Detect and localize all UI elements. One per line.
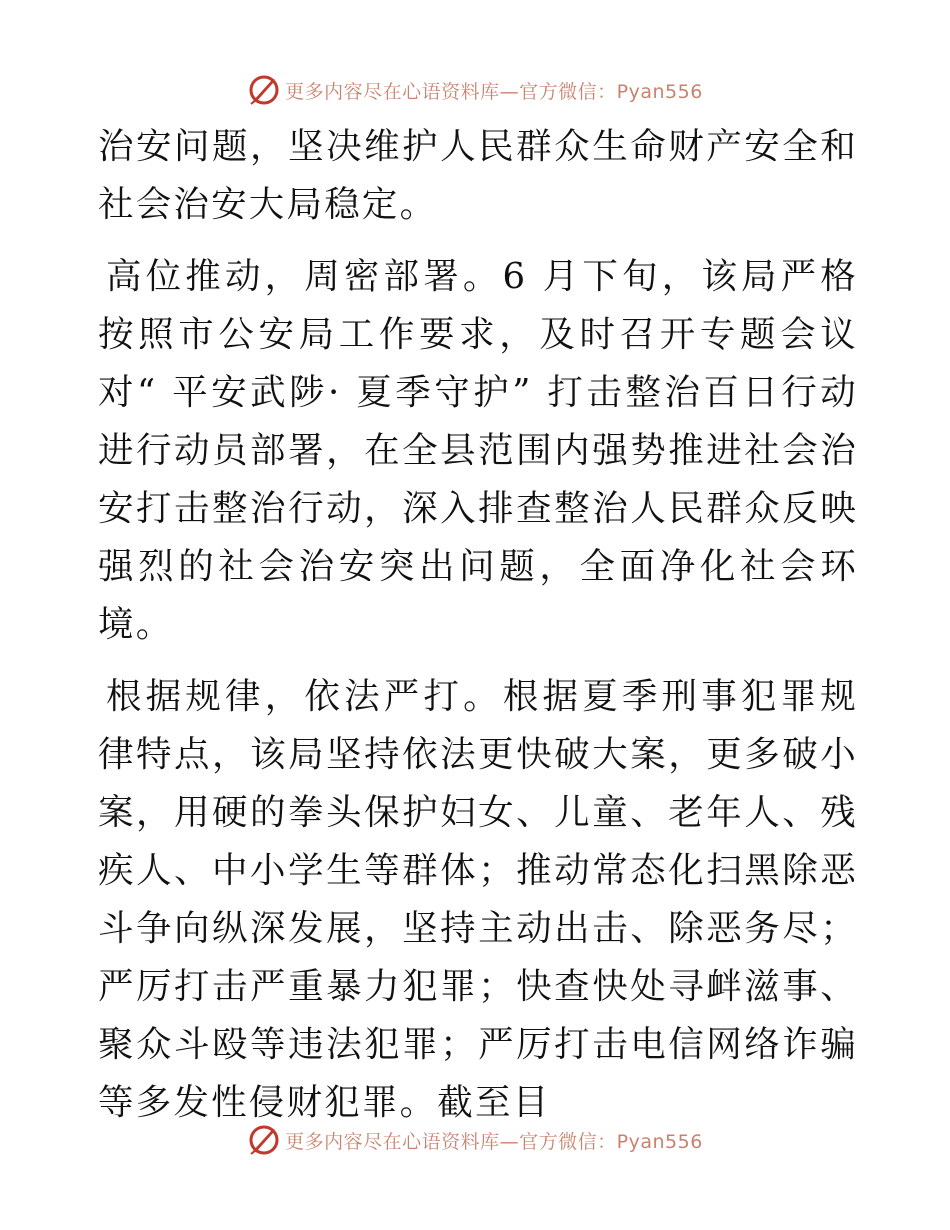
watermark-text: 更多内容尽在心语资料库—官方微信：Pyan556	[285, 1130, 703, 1153]
document-body	[98, 118, 858, 1146]
paragraph-1: 治安问题，坚决维护人民群众生命财产安全和社会治安大局稳定。	[98, 126, 858, 225]
paragraph-2: 高位推动，周密部署。6 月下旬，该局严格按照市公安局工作要求，及时召开专题会议对“ 平安武陟· 夏季守护” 打击整治百日行动进行动员部署，在全县范围内强势推进社会治安打击整治行动，深入排查整治人民群众反映强烈的社会治安突出问题，全面净化社会环境。	[98, 256, 858, 645]
paragraph-3: 根据规律，依法严打。根据夏季刑事犯罪规律特点，该局坚持依法更快破大案，更多破小案，用硬的拳头保护妇女、儿童、老年人、残疾人、中小学生等群体；推动常态化扫黑除恶斗争向纵深发展，坚持主动出击、除恶务尽；严厉打击严重暴力犯罪；快查快处寻衅滋事、聚众斗殴等违法犯罪；严厉打击电信网络诈骗等多发性侵财犯罪。截至目	[98, 676, 858, 1123]
quill-pen-circle-icon	[247, 1123, 281, 1157]
footer-watermark	[0, 1120, 950, 1160]
header-watermark	[0, 70, 950, 110]
quill-pen-circle-icon	[247, 73, 281, 107]
watermark-text: 更多内容尽在心语资料库—官方微信：Pyan556	[285, 80, 703, 103]
